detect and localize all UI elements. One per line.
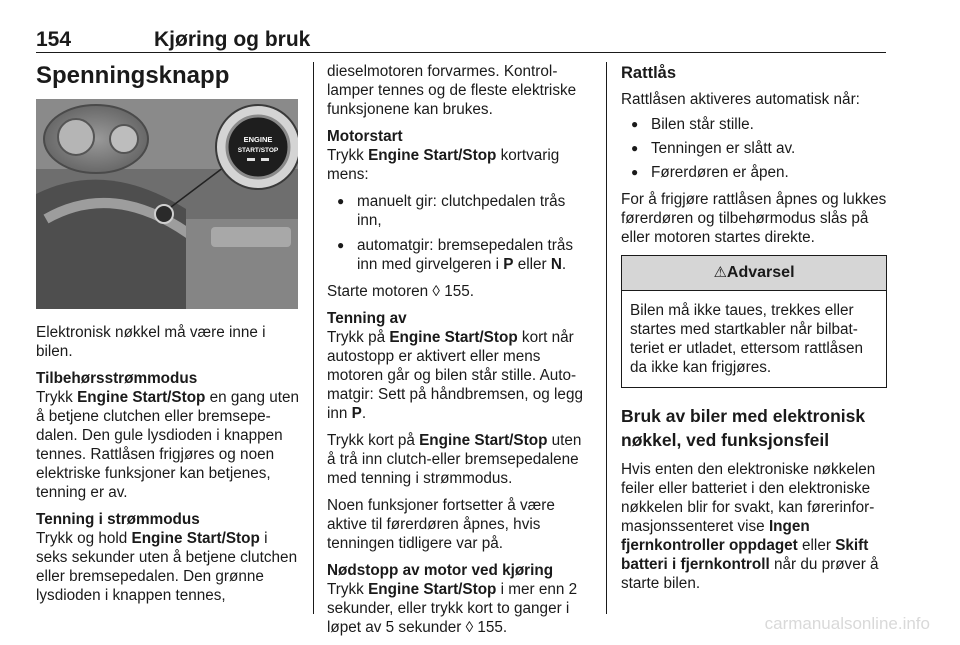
column-3 [621, 62, 887, 601]
paragraph-short-press: Trykk kort på Engine Start/Stop uten å trå inn clutch-eller bremsepedalene med tenning i strømmodus. [327, 432, 582, 487]
section-title-spenningsknapp: Spenningsknapp [36, 62, 230, 89]
column-1 [36, 62, 300, 613]
paragraph-ignition-mode: Trykk og hold Engine Start/Stop i seks sekunder uten å betjene clutchen eller bremsepedalen. Den grønne lysdioden i knappen tennes, [36, 530, 298, 604]
paragraph-emergency-stop: Trykk Engine Start/Stop i mer enn 2 sekunder, eller trykk kort to ganger i løpet av 5 sekunder ◊ 155. [327, 581, 578, 636]
list-item: ● Bilen står stille. [621, 115, 887, 134]
warning-box [621, 255, 887, 388]
paragraph-steering-lock-intro: Rattlåsen aktiveres automatisk når: [621, 91, 860, 108]
button-label-line2: START/STOP [237, 147, 279, 154]
page-header [36, 14, 886, 53]
column-divider-1 [313, 62, 314, 614]
subheading-engine-start: Motorstart [327, 128, 403, 145]
chapter-title: Kjøring og bruk [154, 28, 311, 51]
paragraph-release-lock: For å frigjøre rattlåsen åpnes og lukkes førerdøren og tilbehørmodus slås på eller motoren startes direkte. [621, 191, 887, 246]
subheading-ignition-off: Tenning av [327, 310, 407, 327]
warning-triangle-icon: ⚠ [713, 264, 727, 281]
column-2 [327, 62, 591, 645]
paragraph-malfunction: Hvis enten den elektroniske nøkkelen feiler eller batteriet i den elektroniske nøkkelen blir for svakt, kan førerinformasjonssenteret vise Ingen fjernkontroller oppdaget eller Skift batteri i fjernkontroll når du prøver å starte bilen. [621, 461, 879, 592]
paragraph-accessory-mode: Trykk Engine Start/Stop en gang uten å betjene clutchen eller bremsepedalen. Den gule lysdioden i knappen tennes. Rattlåsen frigjøres og noen elektriske funksjoner kan betjenes, tenning er av. [36, 389, 299, 501]
subheading-accessory-mode: Tilbehørsstrømmodus [36, 370, 198, 387]
section-title-rattlas: Rattlås [621, 64, 677, 82]
page-number: 154 [36, 28, 72, 51]
warning-header [622, 256, 886, 291]
start-stop-button-illustration [36, 99, 298, 309]
paragraph-ignition-off: Trykk på Engine Start/Stop kort når autostopp er aktivert eller mens motoren går og bilen står stille. Automatgir: Sett på håndbremsen, og legg inn P. [327, 329, 583, 422]
paragraph-engine-start: Trykk Engine Start/Stop kortvarig mens: [327, 147, 560, 183]
list-item: ● Tenningen er slått av. [621, 139, 887, 158]
list-item: ● manuelt gir: clutchpedalen trås inn, [327, 192, 591, 230]
start-engine-reference: Starte motoren ◊ 155. [327, 283, 475, 300]
subheading-emergency-stop: Nødstopp av motor ved kjøring [327, 562, 554, 579]
list-item: ● Førerdøren er åpen. [621, 163, 887, 182]
dashboard-photo [36, 99, 298, 309]
warning-body: Bilen må ikke taues, trekkes eller startes med startkabler når bilbatteriet er utladet, ettersom rattlåsen da ikke kan frigjøres. [630, 302, 863, 376]
steering-lock-list [621, 115, 887, 182]
subheading-ignition-mode: Tenning i strømmodus [36, 511, 200, 528]
paragraph-continued: dieselmotoren forvarmes. Kontrollamper tennes og de fleste elektriske funksjonene kan brukes. [327, 63, 577, 118]
paragraph-functions-active: Noen funksjoner fortsetter å være aktive til førerdøren åpnes, hvis tenningen tidligere var på. [327, 497, 555, 552]
column-divider-2 [606, 62, 607, 614]
engine-start-list [327, 192, 591, 274]
list-item: ● automatgir: bremsepedalen trås inn med girvelgeren i P eller N. [327, 236, 591, 274]
section-title-malfunction: Bruk av biler med elektronisk nøkkel, ved funksjonsfeil [621, 406, 866, 450]
warning-title: Advarsel [726, 264, 795, 281]
button-label-line1: ENGINE [243, 135, 273, 144]
intro-paragraph: Elektronisk nøkkel må være inne i bilen. [36, 324, 266, 360]
watermark: carmanualsonline.info [764, 614, 930, 633]
